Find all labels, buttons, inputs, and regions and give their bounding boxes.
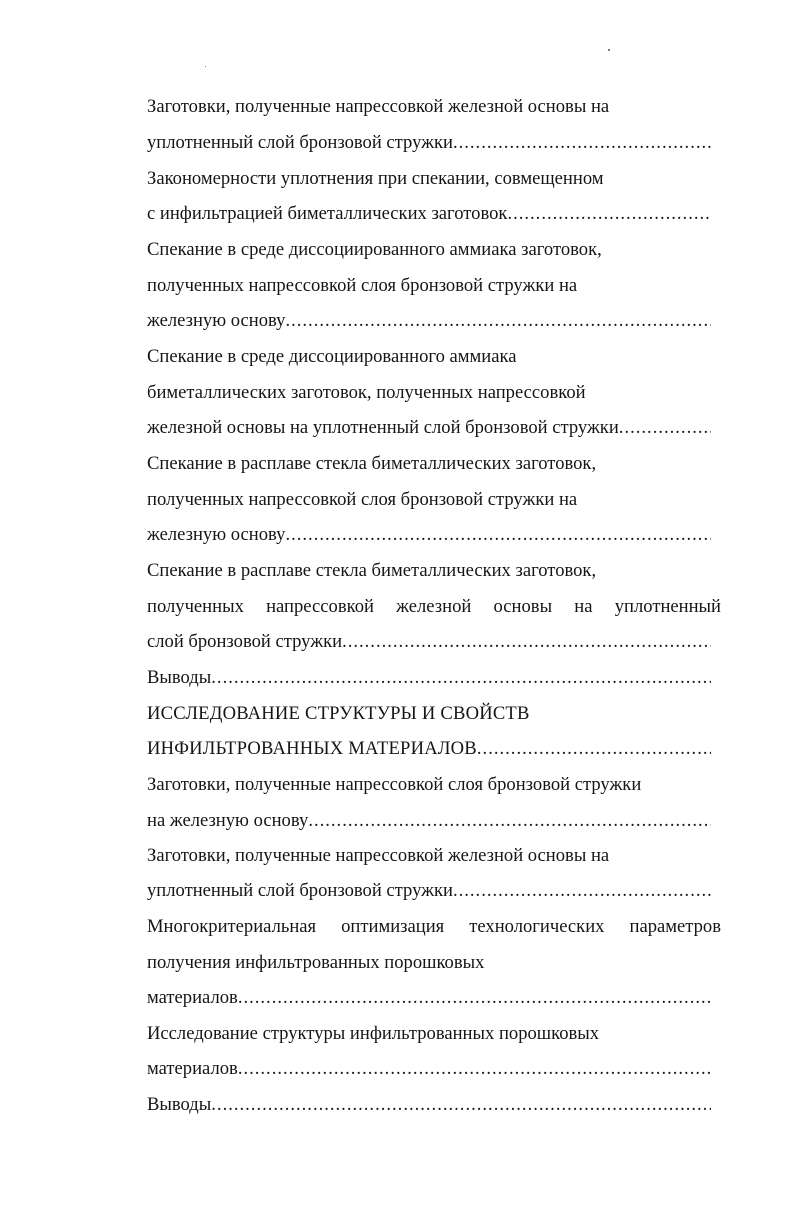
toc-title-line: Закономерности уплотнения при спекании, совмещенном bbox=[147, 168, 604, 189]
leader-dots bbox=[619, 413, 711, 443]
toc-title-line: с инфильтрацией биметаллических заготовок bbox=[147, 203, 508, 224]
leader-dots bbox=[211, 663, 711, 693]
toc-leader-line bbox=[147, 520, 711, 550]
toc-title-line: Заготовки, полученные напрессовкой железной основы на bbox=[147, 845, 610, 866]
toc-leader-line bbox=[147, 876, 711, 906]
toc-leader-line bbox=[147, 1054, 711, 1084]
toc-leader-line bbox=[147, 1090, 711, 1120]
toc-title-line: Выводы bbox=[147, 1094, 212, 1115]
toc-leader-line bbox=[147, 199, 711, 229]
scan-speck bbox=[608, 49, 610, 51]
toc-title-line: железную основу bbox=[147, 524, 286, 545]
toc-title-line: уплотненный слой бронзовой стружки bbox=[147, 132, 453, 153]
toc-title-line: уплотненный слой бронзовой стружки bbox=[147, 880, 453, 901]
toc-title-line: Многокритериальная оптимизация технологических параметров bbox=[147, 916, 721, 937]
scan-speck bbox=[205, 66, 206, 67]
toc-title-line: Спекание в расплаве стекла биметаллических заготовок, bbox=[147, 560, 597, 581]
toc-leader-line bbox=[147, 128, 711, 158]
leader-dots bbox=[285, 306, 711, 336]
leader-dots bbox=[453, 128, 711, 158]
leader-dots bbox=[238, 983, 711, 1013]
toc-title-line: железной основы на уплотненный слой бронзовой стружки bbox=[147, 417, 619, 438]
toc-leader-line bbox=[147, 627, 711, 657]
toc-title-line: биметаллических заготовок, полученных напрессовкой bbox=[147, 382, 586, 403]
toc-title-line: Спекание в расплаве стекла биметаллических заготовок, bbox=[147, 453, 597, 474]
toc-leader-line bbox=[147, 983, 711, 1013]
toc-title-line: полученных напрессовкой слоя бронзовой стружки на bbox=[147, 489, 578, 510]
toc-title-line: полученных напрессовкой слоя бронзовой стружки на bbox=[147, 275, 578, 296]
toc-leader-line bbox=[147, 413, 711, 443]
toc-leader-line bbox=[147, 663, 711, 693]
toc-title-line: железную основу bbox=[147, 310, 286, 331]
toc-title-line: Заготовки, полученные напрессовкой слоя бронзовой стружки bbox=[147, 774, 642, 795]
leader-dots bbox=[285, 520, 711, 550]
toc-title-line: Спекание в среде диссоциированного аммиака bbox=[147, 346, 517, 367]
leader-dots bbox=[308, 806, 711, 836]
leader-dots bbox=[211, 1090, 711, 1120]
leader-dots bbox=[342, 627, 711, 657]
leader-dots bbox=[238, 1054, 711, 1084]
toc-leader-line bbox=[147, 306, 711, 336]
toc-title-line: материалов bbox=[147, 987, 238, 1008]
toc-title-line: Спекание в среде диссоциированного аммиака заготовок, bbox=[147, 239, 602, 260]
toc-chapter-title-line: ИССЛЕДОВАНИЕ СТРУКТУРЫ И СВОЙСТВ bbox=[147, 703, 530, 724]
leader-dots bbox=[507, 199, 711, 229]
toc-chapter-title-line: ИНФИЛЬТРОВАННЫХ МАТЕРИАЛОВ bbox=[147, 738, 477, 759]
toc-title-line: материалов bbox=[147, 1058, 238, 1079]
toc-title-line: Исследование структуры инфильтрованных порошковых bbox=[147, 1023, 600, 1044]
toc-title-line: получения инфильтрованных порошковых bbox=[147, 952, 485, 973]
toc-leader-line bbox=[147, 806, 711, 836]
toc-title-line: Заготовки, полученные напрессовкой железной основы на bbox=[147, 96, 610, 117]
toc-title-line: полученных напрессовкой железной основы на уплотненный bbox=[147, 596, 721, 617]
toc-leader-line bbox=[147, 734, 711, 764]
toc-title-line: слой бронзовой стружки bbox=[147, 631, 343, 652]
toc-title-line: на железную основу bbox=[147, 810, 309, 831]
leader-dots bbox=[477, 734, 711, 764]
leader-dots bbox=[453, 876, 711, 906]
toc-title-line: Выводы bbox=[147, 667, 212, 688]
